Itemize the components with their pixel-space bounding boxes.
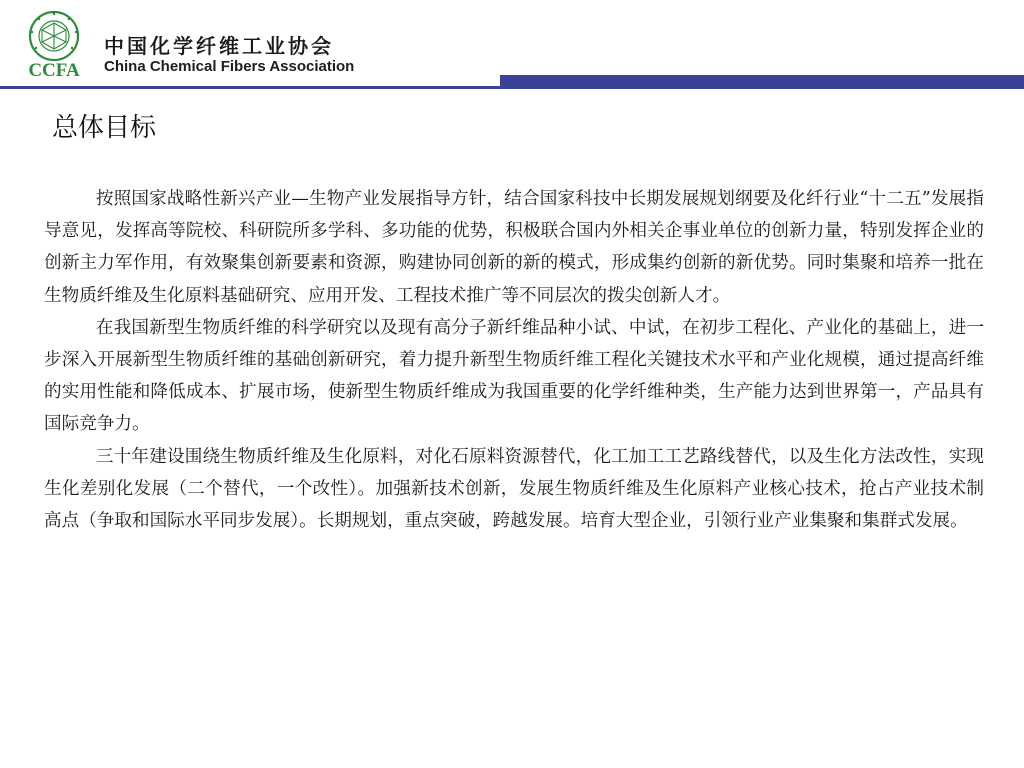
slide-title: 总体目标 [52,113,157,143]
ccfa-logo [14,10,94,80]
header-divider-thin [0,86,500,89]
paragraph: 在我国新型生物质纤维的科学研究以及现有高分子新纤维品种小试、中试，在初步工程化、产业化的基础上，进一步深入开展新型生物质纤维的基础创新研究，着力提升新型生物质纤维工程化关键技术水平和产业化规模，通过提高纤维的实用性能和降低成本、扩展市场，使新型生物质纤维成为我国重要的化学纤维种类，生产能力达到世界第一，产品具有国际竞争力。 [44,317,984,435]
paragraph: 三十年建设围绕生物质纤维及生化原料，对化石原料资源替代，化工加工工艺路线替代，以及生化方法改性，实现生化差别化发展（二个替代，一个改性）。加强新技术创新，发展生物质纤维及生化原料产业核心技术，抢占产业技术制高点（争取和国际水平同步发展）。长期规划，重点突破，跨越发展。培育大型企业，引领行业产业集聚和集群式发展。 [44,446,984,532]
org-name-en: China Chemical Fibers Association [104,58,355,75]
paragraph: 按照国家战略性新兴产业—生物产业发展指导方针，结合国家科技中长期发展规划纲要及化纤行业“十二五”发展指导意见，发挥高等院校、科研院所多学科、多功能的优势，积极联合国内外相关企事业单位的创新力量，特别发挥企业的创新主力军作用，有效聚集创新要素和资源，购建协同创新的新的模式，形成集约创新的新优势。同时集聚和培养一批在生物质纤维及生化原料基础研究、应用开发、工程技术推广等不同层次的拨尖创新人才。 [44,189,984,306]
ccfa-logo-emblem [14,10,94,80]
slide-header [0,0,1024,100]
org-name-cn: 中国化学纤维工业协会 [104,34,334,58]
header-divider-bar [500,75,1024,89]
slide-body [44,183,984,537]
logo-text: CCFA [28,60,80,80]
